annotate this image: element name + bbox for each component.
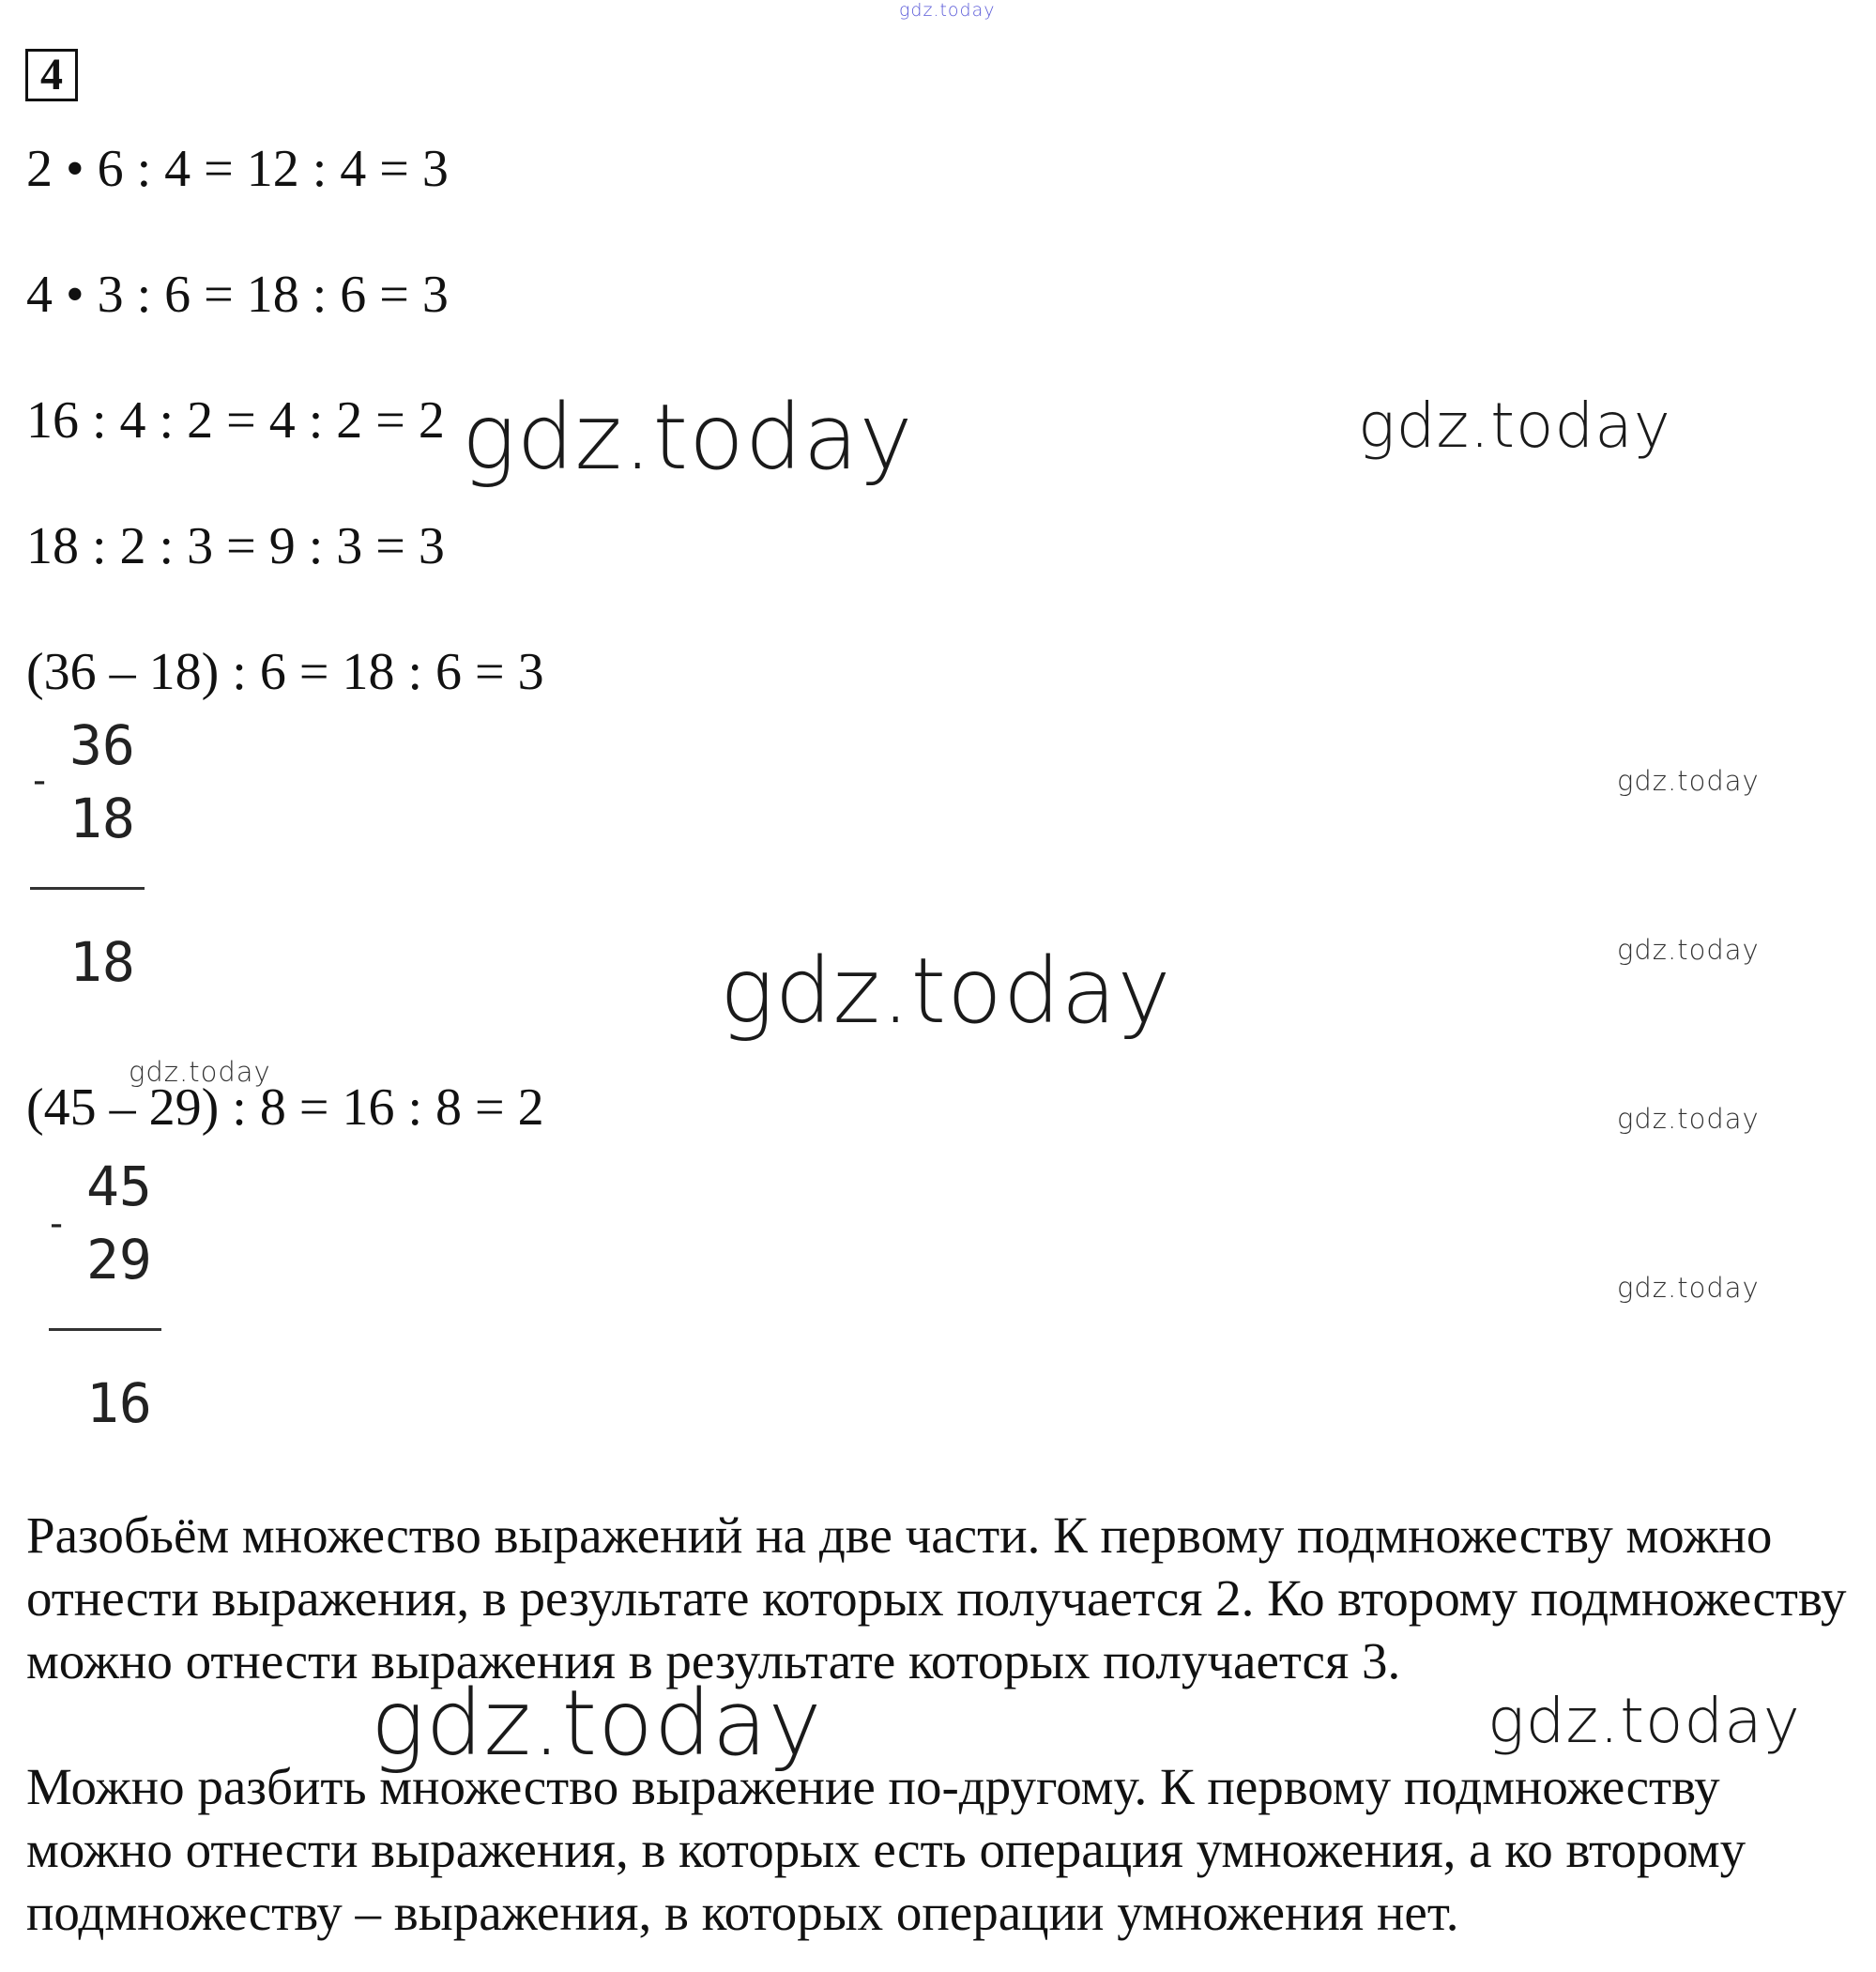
watermark-small-2: gdz.today [1617,934,1760,966]
result-line [30,887,145,890]
minus-sign: - [28,759,52,803]
expression-6: (45 – 29) : 8 = 16 : 8 = 2 [26,1078,544,1137]
minus-sign: - [45,1202,69,1246]
minuend: 36 [69,713,135,777]
difference: 18 [69,930,135,994]
explanation-paragraph-2: Можно разбить множество выражение по-другому. К первому подмножеству можно отнести выражения, в которых есть операция умножения, а ко второму подмножеству – выражения, в которых операции умножения нет. [26,1758,1746,1941]
watermark-small-3: gdz.today [129,1056,271,1088]
expression-2: 4 • 3 : 6 = 18 : 6 = 3 [26,266,449,324]
expression-3: 16 : 4 : 2 = 4 : 2 = 2 [26,391,445,450]
watermark-large-3: gdz.today [371,1671,823,1776]
watermark-large-2: gdz.today [720,939,1172,1044]
watermark-medium-1: gdz.today [1358,390,1671,462]
minuend: 45 [86,1154,152,1218]
expression-5: (36 – 18) : 6 = 18 : 6 = 3 [26,643,544,701]
result-line [49,1328,161,1331]
subtrahend: 29 [86,1228,152,1292]
watermark-small-5: gdz.today [1617,1272,1760,1304]
watermark-medium-2: gdz.today [1487,1685,1801,1757]
watermark-large-1: gdz.today [462,385,914,490]
expression-1: 2 • 6 : 4 = 12 : 4 = 3 [26,140,449,198]
explanation-paragraph-1: Разобьём множество выражений на две части. К первому подмножеству можно отнести выражения, в результате которых получается 2. Ко второму подмножеству можно отнести выражения в результате которых получается 3. [26,1506,1847,1689]
watermark-top: gdz.today [899,0,996,21]
subtrahend: 18 [69,787,135,850]
task-number: 4 [25,49,78,101]
expression-4: 18 : 2 : 3 = 9 : 3 = 3 [26,517,445,575]
watermark-small-4: gdz.today [1617,1103,1760,1135]
watermark-small-1: gdz.today [1617,765,1760,797]
difference: 16 [86,1371,152,1435]
